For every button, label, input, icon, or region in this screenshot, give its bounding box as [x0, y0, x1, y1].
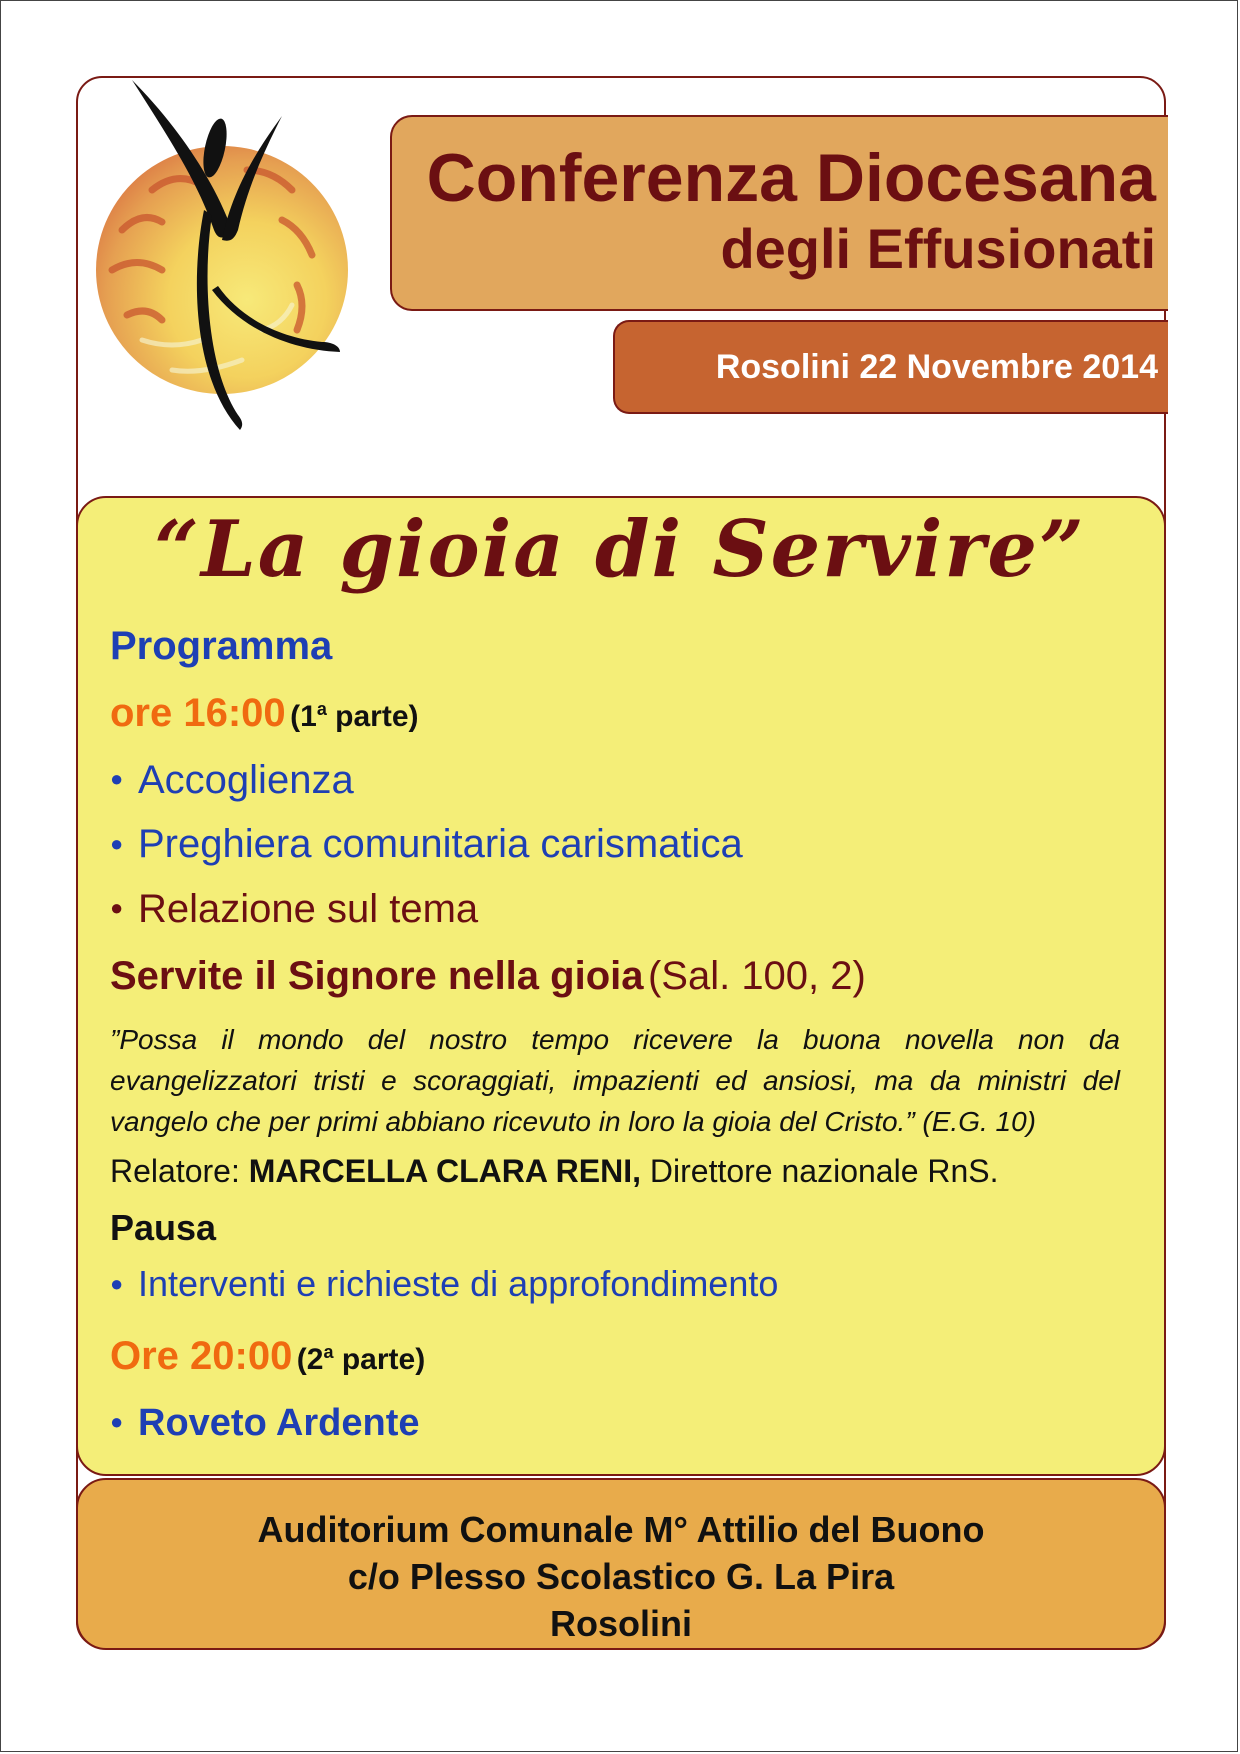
part1-time: ore 16:00: [110, 691, 286, 735]
venue-line-3: Rosolini: [550, 1603, 692, 1644]
pause-heading: Pausa: [110, 1207, 217, 1249]
venue-line-1: Auditorium Comunale M° Attilio del Buono: [257, 1509, 985, 1550]
list-item: ● Accoglienza: [110, 749, 1120, 813]
speaker-line: Relatore: MARCELLA CLARA RENI, Direttore nazionale RnS.: [110, 1153, 999, 1190]
motto-title: “La gioia di Servire”: [154, 504, 1086, 595]
event-date: Rosolini 22 Novembre 2014: [715, 348, 1158, 386]
conference-title: Conferenza Diocesana: [426, 140, 1156, 216]
verse-text: Servite il Signore nella gioia: [110, 954, 644, 999]
speaker-name: MARCELLA CLARA RENI,: [248, 1153, 641, 1190]
list-item: ● Roveto Ardente: [110, 1392, 1120, 1456]
title-box: [390, 115, 1168, 311]
conference-subtitle: degli Effusionati: [720, 217, 1156, 280]
part2-time: Ore 20:00: [110, 1333, 293, 1378]
part1-time-row: [110, 682, 1120, 749]
list-item: ● Preghiera comunitaria carismatica: [110, 813, 1120, 877]
bullet-icon: ●: [110, 1270, 124, 1296]
bible-verse: [110, 946, 1120, 1015]
program-heading: Programma: [110, 624, 333, 668]
part2-label: (2$^a$ parte): [296, 1341, 426, 1376]
list-item: ● Interventi e richieste di approfondimento: [110, 1256, 1120, 1314]
part2-time-row: [110, 1325, 1120, 1392]
bullet-icon: ●: [110, 830, 124, 856]
venue-line-2: c/o Plesso Scolastico G. La Pira: [347, 1556, 895, 1597]
program-content: [110, 620, 1120, 1529]
date-box: [613, 320, 1168, 414]
part1-label: (1$^a$ parte): [290, 699, 419, 733]
logo-dancing-figure-sun: [82, 80, 382, 490]
bullet-icon: ●: [110, 766, 124, 792]
bullet-icon: ●: [110, 1408, 124, 1434]
list-item: ● Relazione sul tema: [110, 878, 1120, 942]
venue-box: [76, 1478, 1166, 1650]
bullet-icon: ●: [110, 895, 124, 921]
verse-reference: (Sal. 100, 2): [647, 954, 866, 999]
quote-paragraph: ”Possa il mondo del nostro tempo ricevere la buona novella non da evangelizzatori tristi e scoraggiati, impazienti ed ansiosi, ma da ministri del vangelo che per primi abbiano ricevuto in loro la gioia del Cristo.” (E.G. 10): [110, 1024, 1120, 1138]
